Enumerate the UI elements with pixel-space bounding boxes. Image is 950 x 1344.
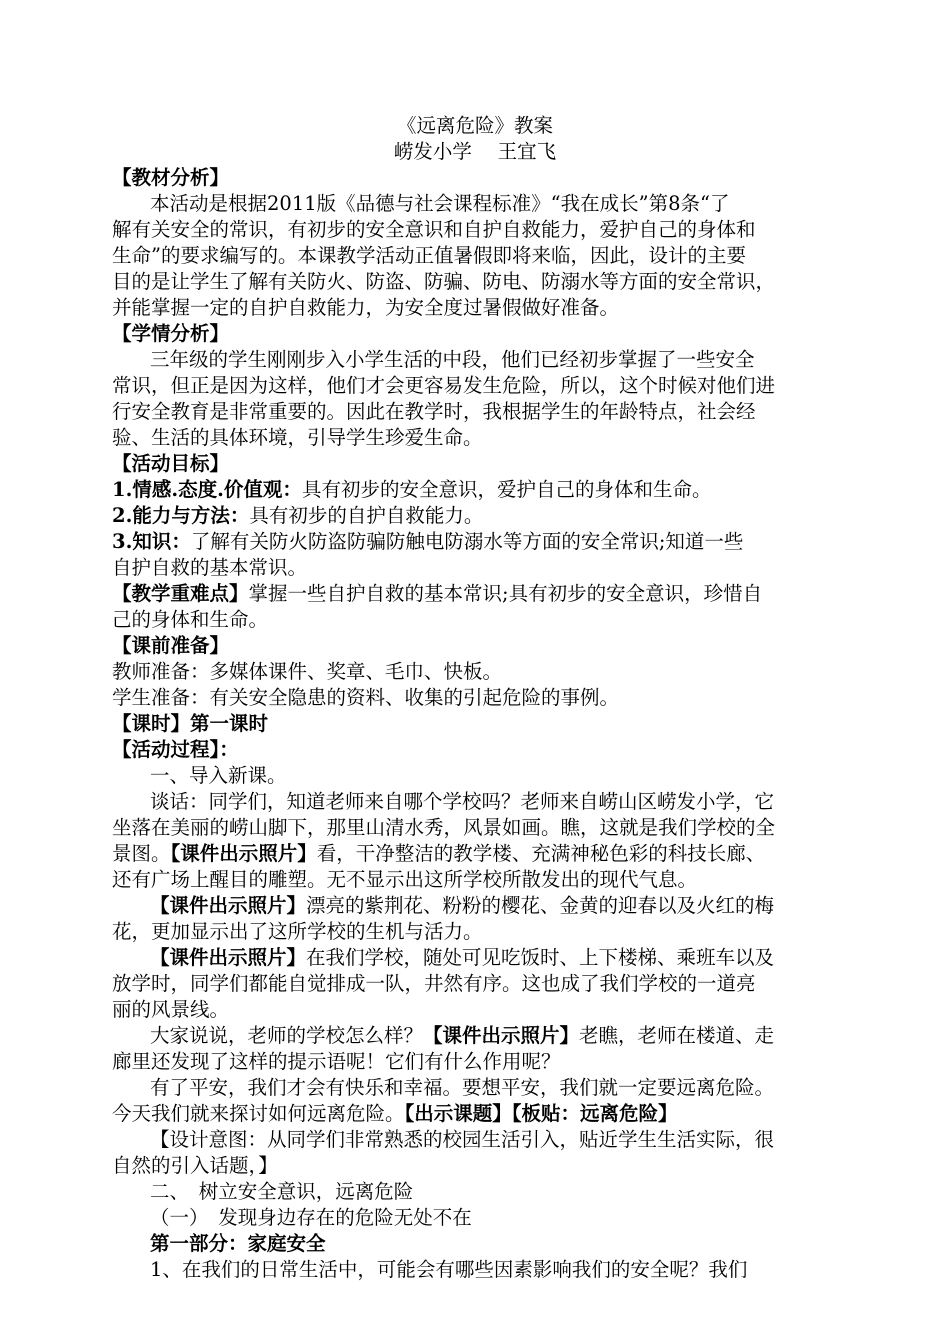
line-text: 1、在我们的日常生活中，可能会有哪些因素影响我们的安全呢？我们: [150, 1258, 748, 1281]
courseware-tag: 【课件出示照片】: [150, 894, 307, 917]
doc-line: [112, 841, 842, 867]
line-text: 三年级的学生刚刚步入小学生活的中段，他们已经初步掌握了一些安全: [150, 348, 755, 371]
line-text: 景图。: [112, 842, 171, 865]
doc-author: 崂发小学 王宜飞: [393, 140, 557, 163]
section-heading: 【教学重难点】: [112, 582, 249, 605]
section-heading: 【教材分析】: [112, 166, 230, 189]
doc-line: [112, 1179, 880, 1205]
line-text: 谈话：同学们，知道老师来自哪个学校吗？老师来自崂山区崂发小学，它: [150, 790, 775, 813]
doc-line: [112, 919, 842, 945]
doc-line: [112, 971, 842, 997]
line-text: 掌握一些自护自救的基本常识;具有初步的安全意识，珍惜自: [248, 582, 763, 605]
doc-line: [112, 1257, 880, 1283]
doc-line: [112, 373, 842, 399]
doc-line: [112, 867, 842, 893]
line-text: 坐落在美丽的崂山脚下，那里山清水秀，风景如画。瞧，这就是我们学校的全: [112, 816, 776, 839]
doc-line: [112, 217, 842, 243]
doc-line: [112, 503, 842, 529]
doc-line: [112, 347, 880, 373]
doc-line: [112, 815, 842, 841]
doc-line: [112, 685, 842, 711]
doc-line: [112, 1101, 842, 1127]
doc-line: [112, 451, 842, 477]
doc-line: [112, 789, 880, 815]
section-heading: 2.能力与方法：: [112, 504, 250, 527]
line-text: 大家说说，老师的学校怎么样？: [150, 1024, 424, 1047]
doc-line: [112, 165, 842, 191]
doc-line: [112, 477, 842, 503]
doc-line: [112, 997, 842, 1023]
doc-line: [112, 1153, 842, 1179]
doc-line: [112, 711, 842, 737]
line-text: 行安全教育是非常重要的。因此在教学时，我根据学生的年龄特点，社会经: [112, 400, 756, 423]
doc-line: [112, 1023, 880, 1049]
line-text: 生命”的要求编写的。本课教学活动正值暑假即将来临，因此，设计的主要: [112, 244, 746, 267]
line-text: 花，更加显示出了这所学校的生机与活力。: [112, 920, 483, 943]
doc-line: [112, 1205, 880, 1231]
doc-line: [112, 321, 842, 347]
doc-line: [112, 893, 880, 919]
line-text: 今天我们就来探讨如何远离危险。: [112, 1102, 405, 1125]
section-heading: 3.知识：: [112, 530, 191, 553]
line-text: 漂亮的紫荆花、粉粉的樱花、金黄的迎春以及火红的梅: [306, 894, 775, 917]
section-heading: 【活动过程】：: [112, 738, 239, 761]
doc-line: [112, 737, 842, 763]
section-heading: 【课前准备】: [112, 634, 230, 657]
line-text: 廊里还发现了这样的提示语呢！它们有什么作用呢？: [112, 1050, 561, 1073]
courseware-tag: 【课件出示照片】: [423, 1024, 580, 1047]
line-text: 老瞧，老师在楼道、走: [579, 1024, 775, 1047]
line-text: 了解有关防火防盗防骗防触电防溺水等方面的安全常识;知道一些: [190, 530, 744, 553]
doc-title: 《远离危险》教案: [396, 114, 553, 137]
line-text: 还有广场上醒目的雕塑。无不显示出这所学校所散发出的现代气息。: [112, 868, 698, 891]
line-text: 学生准备：有关安全隐患的资料、收集的引起危险的事例。: [112, 686, 620, 709]
line-text: 常识，但正是因为这样，他们才会更容易发生危险，所以，这个时候对他们进: [112, 374, 776, 397]
line-text: （一） 发现身边存在的危险无处不在: [150, 1206, 472, 1229]
doc-line: [112, 1049, 842, 1075]
courseware-tag: 【课件出示照片】: [150, 946, 307, 969]
line-text: 自护自救的基本常识。: [112, 556, 308, 579]
line-text: 己的身体和生命。: [112, 608, 269, 631]
doc-line: [112, 555, 842, 581]
section-heading: 第一部分：家庭安全: [150, 1232, 326, 1255]
line-text: 具有初步的安全意识，爱护自己的身体和生命。: [301, 478, 712, 501]
line-text: 丽的风景线。: [112, 998, 230, 1021]
section-heading: 【课时】第一课时: [112, 712, 269, 735]
line-text: 教师准备：多媒体课件、奖章、毛巾、快板。: [112, 660, 503, 683]
doc-line: [112, 269, 842, 295]
doc-line: [112, 1127, 880, 1153]
doc-line: [112, 1075, 880, 1101]
line-text: 验、生活的具体环境，引导学生珍爱生命。: [112, 426, 483, 449]
line-text: 一、导入新课。: [150, 764, 287, 787]
doc-line: [112, 633, 842, 659]
line-text: 本活动是根据2011版《品德与社会课程标准》“我在成长”第8条“了: [150, 192, 730, 215]
line-text: 目的是让学生了解有关防火、防盗、防骗、防电、防溺水等方面的安全常识，: [112, 270, 776, 293]
doc-line: [112, 945, 880, 971]
line-text: 有了平安，我们才会有快乐和幸福。要想平安，我们就一定要远离危险。: [150, 1076, 775, 1099]
doc-line: [112, 425, 842, 451]
line-text: 具有初步的自护自救能力。: [249, 504, 484, 527]
line-text: 【设计意图：从同学们非常熟悉的校园生活引入，贴近学生生活实际，很: [150, 1128, 775, 1151]
line-text: 在我们学校，随处可见吃饭时、上下楼梯、乘班车以及: [306, 946, 775, 969]
doc-line: [112, 191, 880, 217]
section-heading: 【活动目标】: [112, 452, 230, 475]
doc-line: [112, 529, 842, 555]
board-tag: 【板贴：远离危险】: [511, 1102, 678, 1125]
line-text: 放学时，同学们都能自觉排成一队，井然有序。这也成了我们学校的一道亮: [112, 972, 756, 995]
line-text: 并能掌握一定的自护自救能力，为安全度过暑假做好准备。: [112, 296, 620, 319]
line-text: 自然的引入话题，】: [112, 1154, 278, 1177]
line-text: 看，干净整洁的教学楼、充满神秘色彩的科技长廊、: [316, 842, 766, 865]
line-text: 二、 树立安全意识，远离危险: [150, 1180, 414, 1203]
doc-line: [112, 295, 842, 321]
line-text: 解有关安全的常识，有初步的安全意识和自护自救能力，爱护自己的身体和: [112, 218, 756, 241]
doc-line: [112, 607, 842, 633]
doc-line: [112, 243, 842, 269]
doc-line: [112, 763, 880, 789]
section-heading: 1.情感.态度.价值观：: [112, 478, 302, 501]
section-heading: 【学情分析】: [112, 322, 230, 345]
topic-tag: 【出示课题】: [404, 1102, 512, 1125]
doc-line: [112, 399, 842, 425]
doc-line: [112, 581, 842, 607]
doc-line: [112, 1231, 880, 1257]
doc-line: [112, 659, 842, 685]
courseware-tag: 【课件出示照片】: [170, 842, 317, 865]
